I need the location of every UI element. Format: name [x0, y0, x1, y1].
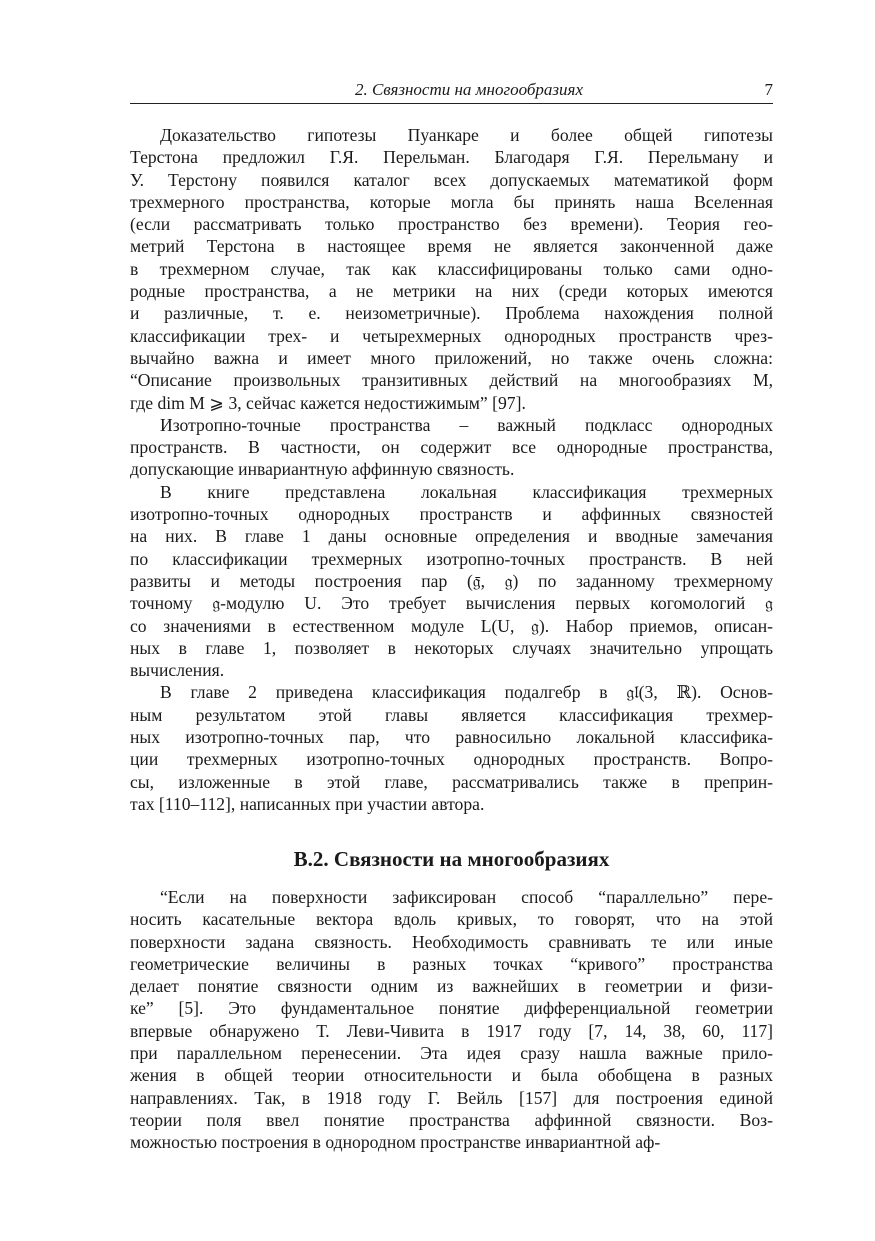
text-line: ке” [5]. Это фундаментальное понятие дифференциальной геометрии [130, 998, 773, 1019]
text-line: вычайно важна и имеет много приложений, но также очень сложна: [130, 347, 773, 368]
text-line: (если рассматривать только пространство без времени). Теория гео- [130, 214, 773, 235]
running-header [130, 80, 773, 102]
paragraph [130, 886, 773, 1154]
text-line: носить касательные вектора вдоль кривых, то говорят, что на этой [130, 909, 773, 930]
text-line: метрий Терстона в настоящее время не является законченной даже [130, 236, 773, 257]
text-line: классификации трех- и четырехмерных однородных пространств чрез- [130, 325, 773, 346]
text-line: по классификации трехмерных изотропно-точных пространств. В ней [130, 548, 773, 569]
text-line: со значениями в естественном модуле L(U, 𝔤). Набор приемов, описан- [130, 615, 773, 636]
text-line: Терстона предложил Г.Я. Перельман. Благодаря Г.Я. Перельману и [130, 147, 773, 168]
text-line: и различные, т. е. неизометричные). Проблема нахождения полной [130, 303, 773, 324]
text-line: точному 𝔤-модулю U. Это требует вычисления первых когомологий 𝔤 [130, 593, 773, 614]
paragraph [130, 124, 773, 414]
text-line: тах [110–112], написанных при участии автора. [130, 793, 485, 814]
text-line: Доказательство гипотезы Пуанкаре и более общей гипотезы [160, 125, 773, 145]
text-line: впервые обнаружено Т. Леви-Чивита в 1917 году [7, 14, 38, 60, 117] [130, 1020, 773, 1041]
text-line: “Описание произвольных транзитивных действий на многообразиях M, [130, 370, 773, 391]
text-line: ных изотропно-точных пар, что равносильно локальной классифика- [130, 727, 773, 748]
text-line: на них. В главе 1 даны основные определения и вводные замечания [130, 526, 773, 547]
paragraph [130, 414, 773, 481]
text-line: вычисления. [130, 660, 225, 681]
text-line: трехмерного пространства, которые могла бы принять наша Вселенная [130, 191, 773, 212]
text-line: ным результатом этой главы является классификация трехмер- [130, 704, 773, 725]
text-line: направлениях. Так, в 1918 году Г. Вейль [157] для построения единой [130, 1087, 773, 1108]
text-line: изотропно-точных однородных пространств и аффинных связностей [130, 504, 773, 525]
text-line: сы, изложенные в этой главе, рассматривались также в преприн- [130, 771, 773, 792]
text-line: где dim M ⩾ 3, сейчас кажется недостижимым” [97]. [130, 392, 526, 413]
text-line: В книге представлена локальная классификация трехмерных [160, 481, 773, 502]
text-line: В главе 2 приведена классификация подалгебр в 𝔤𝔩(3, ℝ). Основ- [160, 682, 773, 703]
text-line: при параллельном перенесении. Эта идея сразу нашла важные прило- [130, 1043, 773, 1064]
page-number: 7 [764, 80, 773, 99]
body-text-bottom [130, 886, 773, 1154]
text-line: “Если на поверхности зафиксирован способ “параллельно” пере- [160, 887, 773, 907]
text-line: развиты и методы построения пар (𝔤̄, 𝔤) по заданному трехмерному [130, 570, 773, 591]
text-line: теории поля ввел понятие пространства аффинной связности. Воз- [130, 1109, 773, 1130]
body-text-top [130, 124, 773, 815]
text-line: родные пространства, а не метрики на них (среди которых имеются [130, 281, 773, 302]
text-line: ции трехмерных изотропно-точных однородных пространств. Вопро- [130, 749, 773, 770]
text-line: Изотропно-точные пространства – важный подкласс однородных [160, 414, 773, 435]
header-rule [130, 103, 773, 104]
running-title: 2. Связности на многообразиях [354, 80, 583, 99]
text-line: жения в общей теории относительности и была обобщена в разных [130, 1065, 773, 1086]
text-line: делает понятие связности одним из важнейших в геометрии и физи- [130, 976, 773, 997]
text-line: в трехмерном случае, так как классифицированы только сами одно- [130, 258, 773, 279]
text-line: допускающие инвариантную аффинную связность. [130, 459, 515, 480]
text-line: ных в главе 1, позволяет в некоторых случаях значительно упрощать [130, 637, 773, 658]
text-line: У. Терстону появился каталог всех допускаемых математикой форм [130, 169, 773, 190]
text-line: поверхности задана связность. Необходимость сравнивать те или иные [130, 931, 773, 952]
text-line: пространств. В частности, он содержит все однородные пространства, [130, 437, 773, 458]
text-line: можностью построения в однородном пространстве инвариантной аф- [130, 1132, 661, 1153]
paragraph [130, 481, 773, 682]
text-line: геометрические величины в разных точках “кривого” пространства [130, 953, 773, 974]
paragraph [130, 681, 773, 815]
section-heading: В.2. Связности на многообразиях [293, 847, 610, 871]
